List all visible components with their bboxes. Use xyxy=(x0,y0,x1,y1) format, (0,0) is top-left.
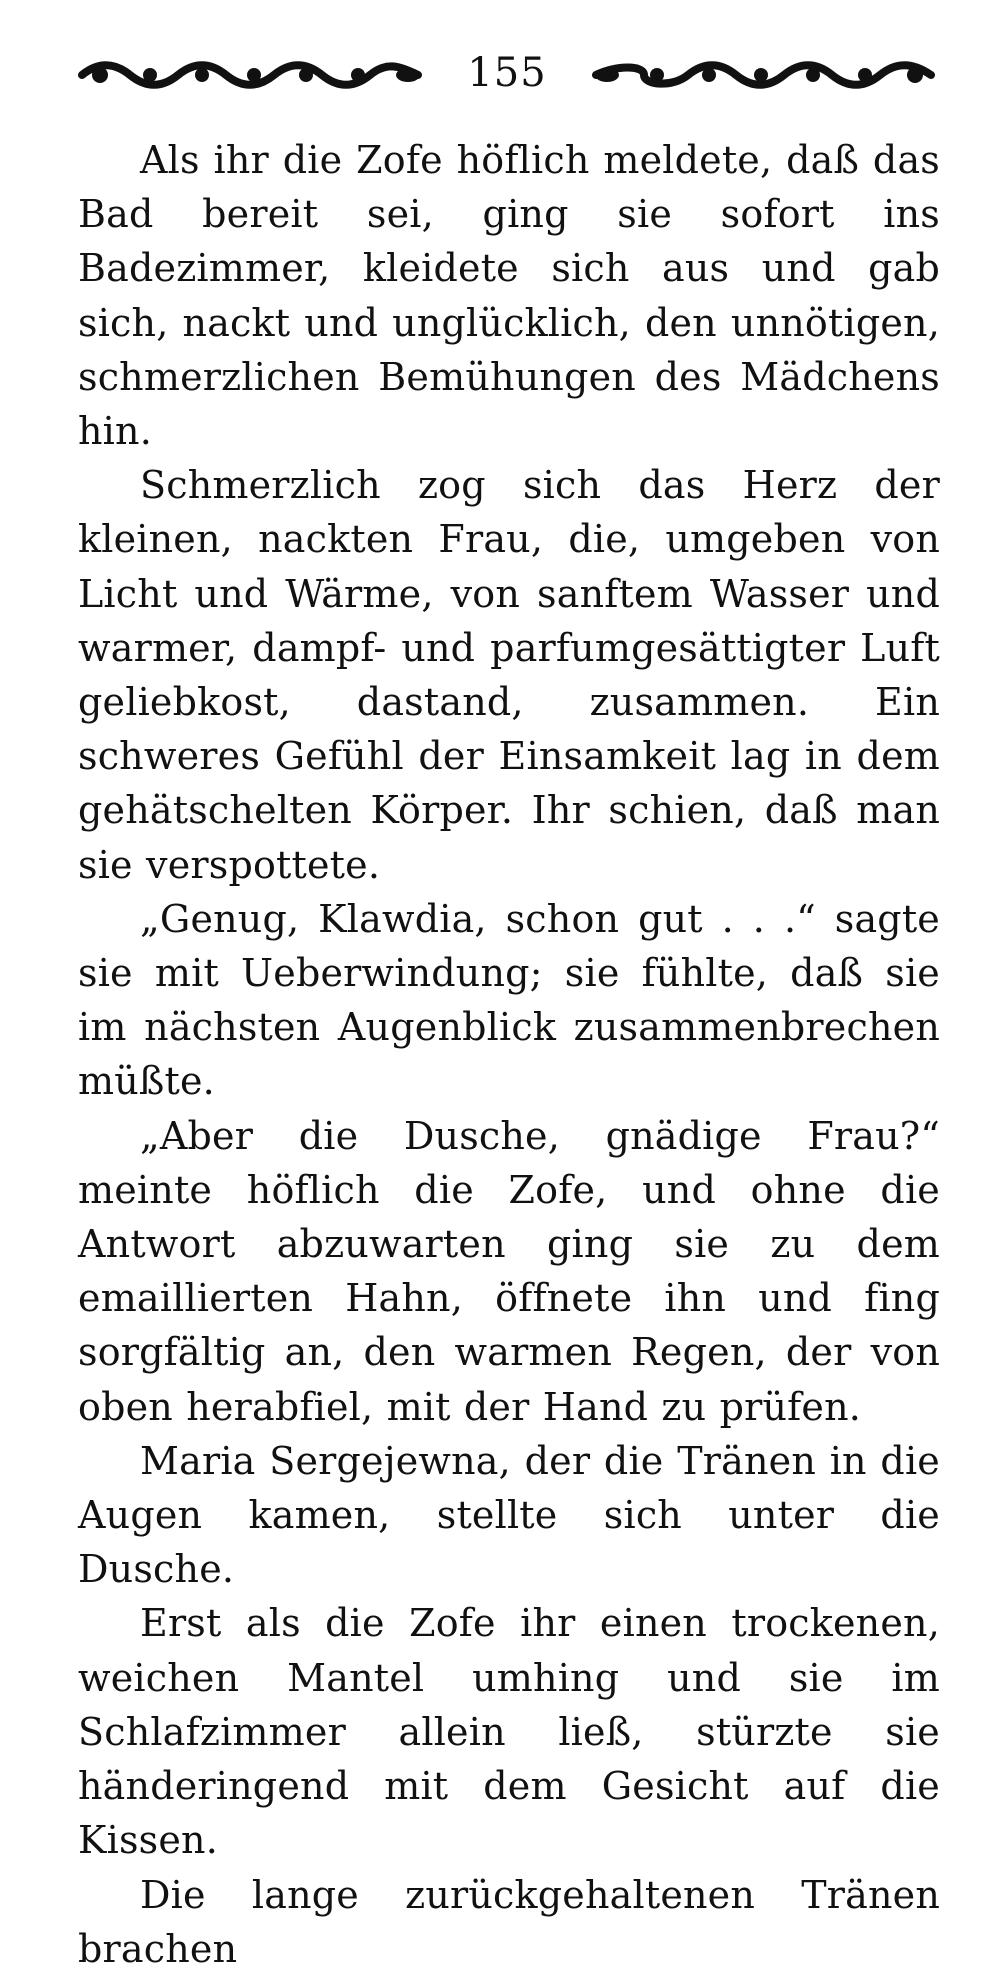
paragraph-2: Schmerzlich zog sich das Herz der kleinen, nackten Frau, die, umgeben von Licht und Wärme, von sanftem Wasser und warmer, dampf- und parfumgesättigter Luft geliebkost, dastand, zusammen. Ein schweres Gefühl der Einsamkeit lag in dem gehätschelten Körper. Ihr schien, daß man sie verspottete. xyxy=(78,463,940,887)
paragraph-4: „Aber die Dusche, gnädige Frau?“ meinte höflich die Zofe, und ohne die Antwort abzuwarten ging sie zu dem emaillierten Hahn, öffnete ihn und fing sorgfältig an, den warmen Regen, der von oben herabfiel, mit der Hand zu prüfen. xyxy=(78,1113,940,1429)
paragraph-7: Die lange zurückgehaltenen Tränen brachen xyxy=(78,1872,940,1971)
decorative-rule-icon xyxy=(591,57,936,93)
paragraph-3: „Genug, Klawdia, schon gut . . .“ sagte sie mit Ueberwindung; sie fühlte, daß sie im nächsten Augenblick zusammenbrechen müßte. xyxy=(78,896,940,1104)
body-text xyxy=(78,133,940,1976)
page-header xyxy=(78,40,936,110)
paragraph-5: Maria Sergejewna, der die Tränen in die Augen kamen, stellte sich unter die Dusche. xyxy=(78,1438,940,1592)
paragraph-1: Als ihr die Zofe höflich meldete, daß das Bad bereit sei, ging sie sofort ins Badezimmer, kleidete sich aus und gab sich, nackt und unglücklich, den unnötigen, schmerzlichen Bemühungen des Mädchens hin. xyxy=(78,138,940,454)
paragraph-6: Erst als die Zofe ihr einen trockenen, weichen Mantel umhing und sie im Schlafzimmer allein ließ, stürzte sie händeringend mit dem Gesicht auf die Kissen. xyxy=(78,1601,940,1863)
decorative-rule-icon xyxy=(78,57,423,93)
page-number: 155 xyxy=(467,50,547,96)
